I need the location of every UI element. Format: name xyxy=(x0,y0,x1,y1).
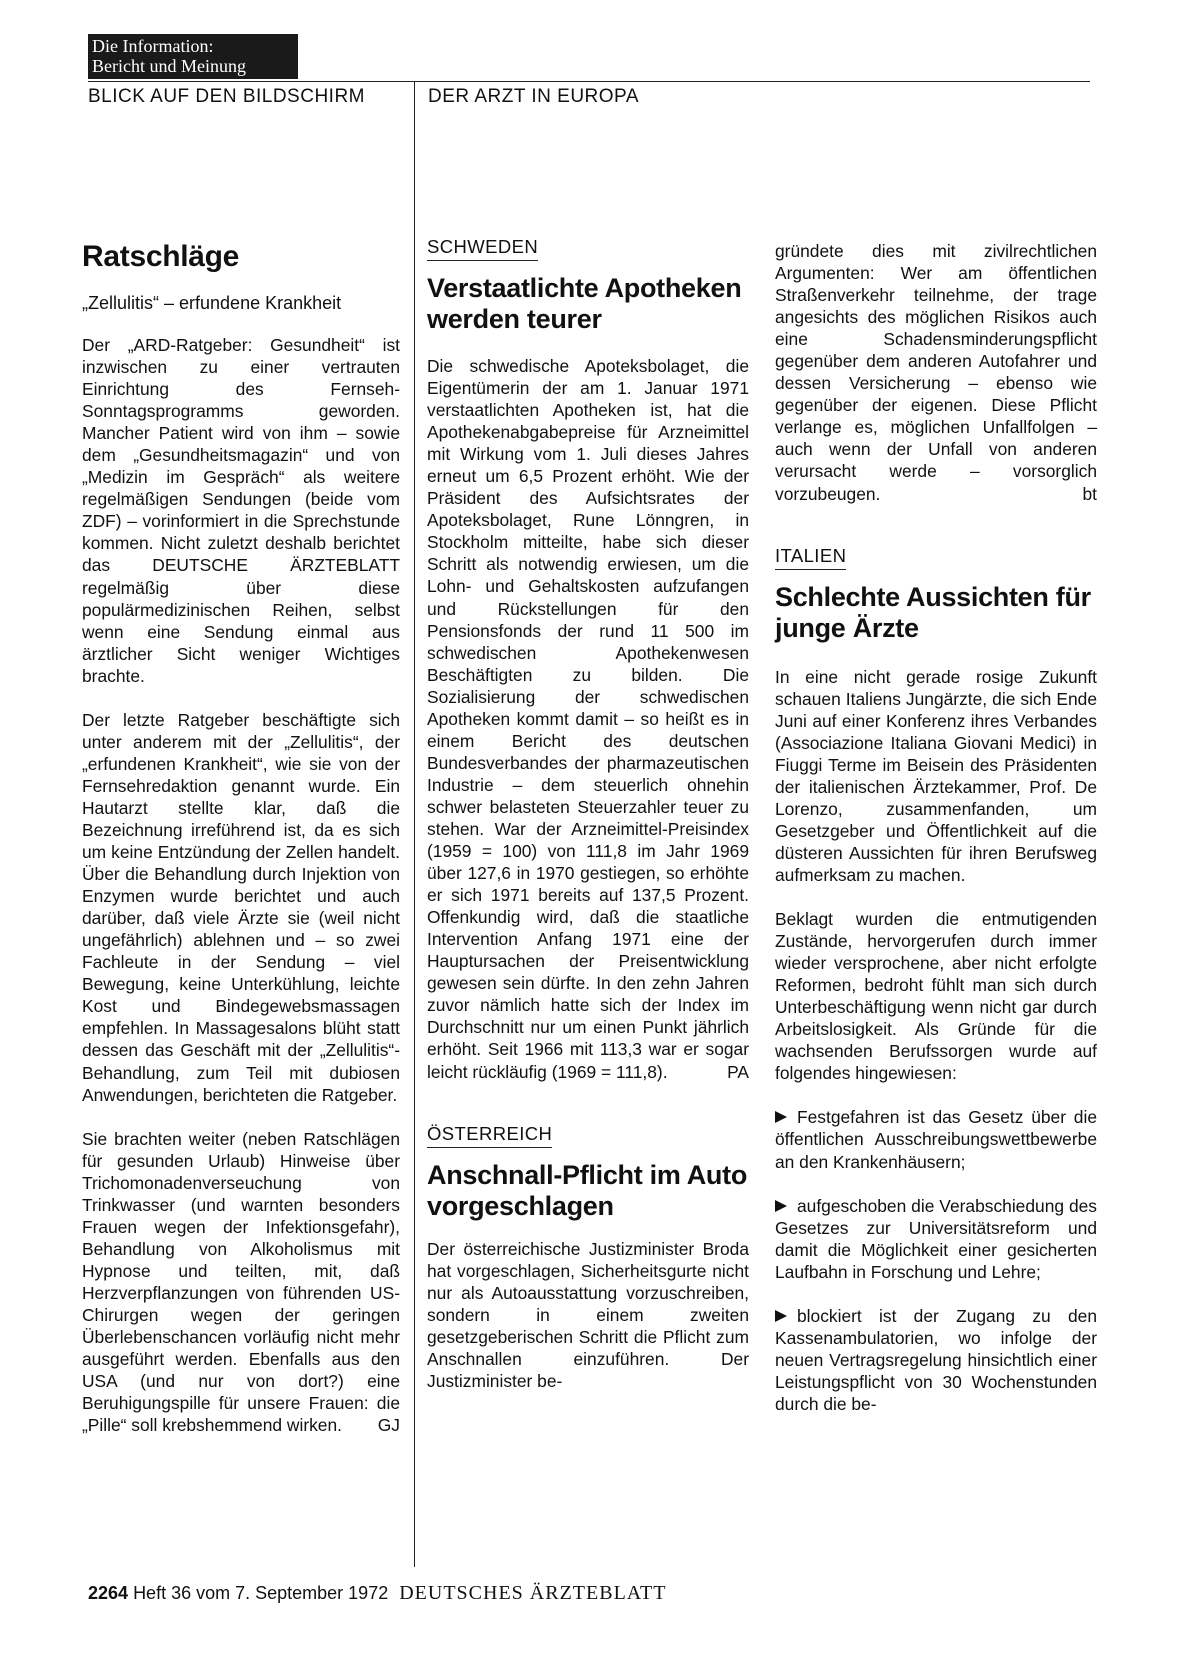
article-paragraph: Der letzte Ratgeber beschäftigte sich unter anderem mit der „Zellulitis“, der „erfundenen Krankheit“, wie sie von der Fernsehredaktion genannt wurde. Ein Hautarzt stellte klar, daß die Bezeichnung irreführend ist, da es sich um keine Entzündung der Zellen handelt. Über die Behandlung durch Injektion von Enzymen wurde berichtet und auch darüber, daß viele Ärzte sie (weil nicht ungefährlich) ablehnen und – so zwei Fachleute in der Sendung – viel Bewegung, keine Unterkühlung, leichte Kost und Bindegewebsmassagen empfehlen. In Massagesalons blüht statt dessen das Geschäft mit der „Zellulitis“-Behandlung, zum Teil mit dubiosen Anwendungen, berichteten die Ratgeber. xyxy=(82,709,400,1105)
column-right xyxy=(775,240,1097,1415)
article-title: Schlechte Aussichten für junge Ärzte xyxy=(775,581,1091,643)
top-rule xyxy=(88,81,1090,82)
article-paragraph: Die schwedische Apoteksbolaget, die Eigentümerin der am 1. Januar 1971 verstaatlichten Apotheken ist, hat die Apothekenabgabepreise für Arzneimittel mit Wirkung vom 1. Juli dieses Jahres erneut um 6,5 Prozent erhöht. Wie der Präsident des Aufsichtsrates der Apoteksbolaget, Rune Lönngren, in Stockholm mitteilte, habe sich dieser Schritt als notwendig erwiesen, um die Lohn- und Gehaltskosten aufzufangen und Rückstellungen für den Pensionsfonds der rund 11 500 im schwedischen Apothekenwesen Beschäftigten zu bilden. Die Sozialisierung der schwedischen Apotheken kommt damit – so heißt es in einem Bericht des deutschen Bundesverbandes der pharmazeutischen Industrie – dem steuerlich ohnehin schwer belasteten Steuerzahler teuer zu stehen. War der Arzneimittel-Preisindex (1959 = 100) von 111,8 im Jahr 1969 über 127,6 in 1970 gestiegen, so erhöhte er sich 1971 bereits auf 137,5 Prozent. Offenkundig wird, daß die staatliche Intervention Anfang 1971 eine der Hauptursachen der Preisentwicklung gewesen sein dürfte. In den zehn Jahren zuvor nämlich hatte sich der Index im Durchschnitt nur um einen Punkt jährlich erhöht. Seit 1966 mit 113,3 war er sogar leicht rückläufig (1969 = 111,8). xyxy=(427,356,749,1082)
page-number: 2264 xyxy=(88,1583,129,1603)
badge-line-1: Die Information: xyxy=(92,36,214,56)
article-ratschlaege xyxy=(82,240,400,1436)
bullet-item: aufgeschoben die Verabschiedung des Gesetzes zur Universitätsreform und damit die Möglichkeit einer gesicherten Laufbahn in Forschung und Lehre; xyxy=(775,1195,1097,1282)
article-paragraph: Beklagt wurden die entmutigenden Zustände, hervorgerufen durch immer wieder versprochene, aber nicht erfolgte Reformen, bedroht fühlt man sich durch Unterbeschäftigung wenn nicht gar durch Arbeitslosigkeit. Als Gründe für die wachsenden Berufssorgen wurde auf folgendes hingewiesen: xyxy=(775,909,1097,1084)
article-title: Ratschläge xyxy=(82,240,240,273)
article-title: Anschnall-Pflicht im Auto vorgeschlagen xyxy=(427,1159,748,1221)
country-label: ITALIEN xyxy=(775,545,846,570)
triangle-bullet-icon xyxy=(775,1111,787,1123)
bullet-item: Festgefahren ist das Gesetz über die öffentlichen Ausschreibungswettbewerbe an den Krankenhäusern; xyxy=(775,1107,1097,1172)
country-label: ÖSTERREICH xyxy=(427,1123,552,1148)
badge-line-2: Bericht und Meinung xyxy=(92,56,246,76)
column-middle xyxy=(427,236,749,1392)
article-schweden xyxy=(427,236,749,1083)
article-paragraph: Der „ARD-Ratgeber: Gesundheit“ ist inzwischen zu einer vertrauten Einrichtung des Fernseh-Sonntagsprogramms geworden. Mancher Patient wird von ihm – sowie dem „Gesundheitsmagazin“ und von „Medizin im Gespräch“ als weitere regelmäßigen Sendungen (beide vom ZDF) – vorinformiert in die Sprechstunde kommen. Nicht zuletzt deshalb berichtet das DEUTSCHE ÄRZTEBLATT regelmäßig über diese populärmedizinischen Reihen, selbst wenn eine Sendung einmal aus ärztlicher Sicht weniger Wichtiges brachte. xyxy=(82,335,400,686)
section-label-left: BLICK AUF DEN BILDSCHIRM xyxy=(88,86,365,107)
bullet-item: blockiert ist der Zugang zu den Kassenambulatorien, wo infolge der neuen Vertragsregelung hinsichtlich einer Leistungspflicht von 30 Wochenstunden durch die be- xyxy=(775,1305,1097,1414)
article-signature: bt xyxy=(1082,483,1097,504)
section-badge xyxy=(88,34,298,79)
page-footer xyxy=(88,1581,666,1605)
article-paragraph-continued: gründete dies mit zivilrechtlichen Argumenten: Wer am öffentlichen Straßenverkehr teilnehme, der trage angesichts des möglichen Risikos auch eine Schadensminderungspflicht gegenüber dem anderen Autofahrer und dessen Versicherung – ebenso wie gegenüber der eigenen. Diese Pflicht verlange es, möglichen Unfallfolgen – auch wenn der Unfall von anderen verursacht werde – vorsorglich vorzubeugen. xyxy=(775,241,1097,504)
article-title: Verstaatlichte Apotheken werden teurer xyxy=(427,273,742,334)
column-divider xyxy=(414,82,415,1567)
publication-name: DEUTSCHES ÄRZTEBLATT xyxy=(399,1582,667,1604)
article-subtitle: „Zellulitis“ – erfundene Krankheit xyxy=(82,293,342,313)
article-paragraph: In eine nicht gerade rosige Zukunft schauen Italiens Jungärzte, die sich Ende Juni auf einer Konferenz ihres Verbandes (Associazione Italiana Giovani Medici) in Fiuggi Terme im Beisein des Präsidenten der italienischen Ärztekammer, Prof. De Lorenzo, zusammenfanden, um Gesetzgeber und Öffentlichkeit auf die düsteren Aussichten für ihren Berufsweg aufmerksam zu machen. xyxy=(775,666,1097,885)
article-italien xyxy=(775,545,1097,1415)
issue-info: Heft 36 vom 7. September 1972 xyxy=(133,1583,389,1603)
article-signature: GJ xyxy=(377,1415,400,1436)
country-label: SCHWEDEN xyxy=(427,236,538,261)
triangle-bullet-icon xyxy=(775,1310,787,1322)
article-paragraph: Der österreichische Justizminister Broda hat vorgeschlagen, Sicherheitsgurte nicht nur als Autoausstattung vorzuschreiben, sondern in einem zweiten gesetzgeberischen Schritt die Pflicht zum Anschnallen einzuführen. Der Justizminister be- xyxy=(427,1238,749,1391)
article-paragraph: Sie brachten weiter (neben Ratschlägen für gesunden Urlaub) Hinweise über Trichomonadenverseuchung von Trinkwasser (und warnten besonders Frauen wegen der Infektionsgefahr), Behandlung von Alkoholismus mit Hypnose und teilten, mit, daß Herzverpflanzungen von führenden US-Chirurgen wegen der geringen Überlebenschancen vorläufig nicht mehr ausgeführt werden. Ebenfalls aus den USA (und nur von dort?) eine Beruhigungspille für unsere Frauen: die „Pille“ soll krebshemmend wirken. xyxy=(82,1128,400,1436)
article-oesterreich xyxy=(427,1123,749,1392)
article-signature: PA xyxy=(727,1061,749,1082)
section-label-right: DER ARZT IN EUROPA xyxy=(428,86,639,107)
triangle-bullet-icon xyxy=(775,1200,787,1212)
